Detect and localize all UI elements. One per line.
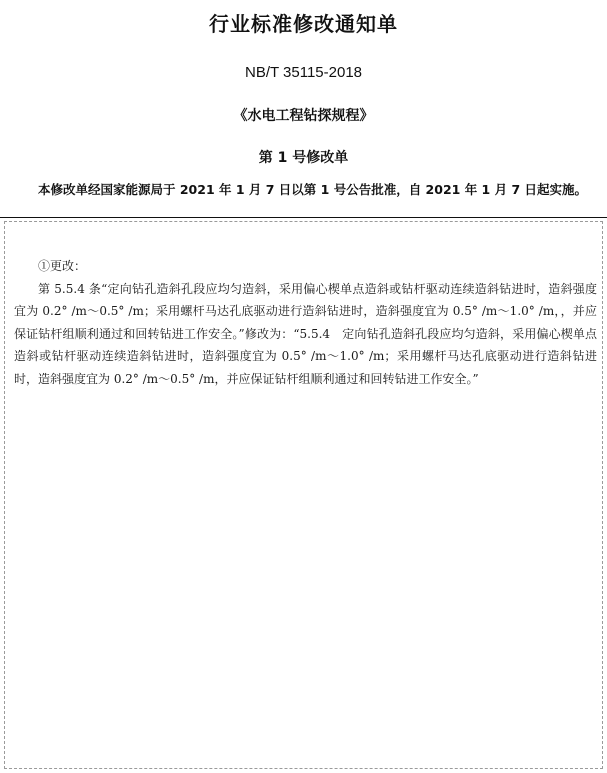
header-divider [0,217,607,218]
amendment-content [14,255,597,390]
change-text: 第 5.5.4 条“定向钻孔造斜孔段应均匀造斜，采用偏心楔单点造斜或钻杆驱动连续造斜钻进时，造斜强度宜为 0.2° /m～0.5° /m；采用螺杆马达孔底驱动进行造斜钻进时，造斜强度宜为 0.5° /m～1.0° /m，，并应保证钻杆组顺利通过和回转钻进工作安全。”修改为：“5.5.4 定向钻孔造斜孔段应均匀造斜，采用偏心楔单点造斜或钻杆驱动连续造斜钻进时，造斜强度宜为 0.5° /m～1.0° /m；采用螺杆马达孔底驱动进行造斜钻进时，造斜强度宜为 0.2° /m～0.5° /m，并应保证钻杆组顺利通过和回转钻进工作安全。” [14,281,597,386]
approval-statement: 本修改单经国家能源局于 2021 年 1 月 7 日以第 1 号公告批准，自 2021 年 1 月 7 日起实施。 [38,182,587,197]
notice-title: 行业标准修改通知单 [209,12,398,36]
change-label: ①更改： [38,259,87,273]
standard-name: 《水电工程钻探规程》 [233,108,374,124]
amendment-number: 第 1 号修改单 [258,150,349,166]
standard-number: NB/T 35115-2018 [244,64,363,81]
